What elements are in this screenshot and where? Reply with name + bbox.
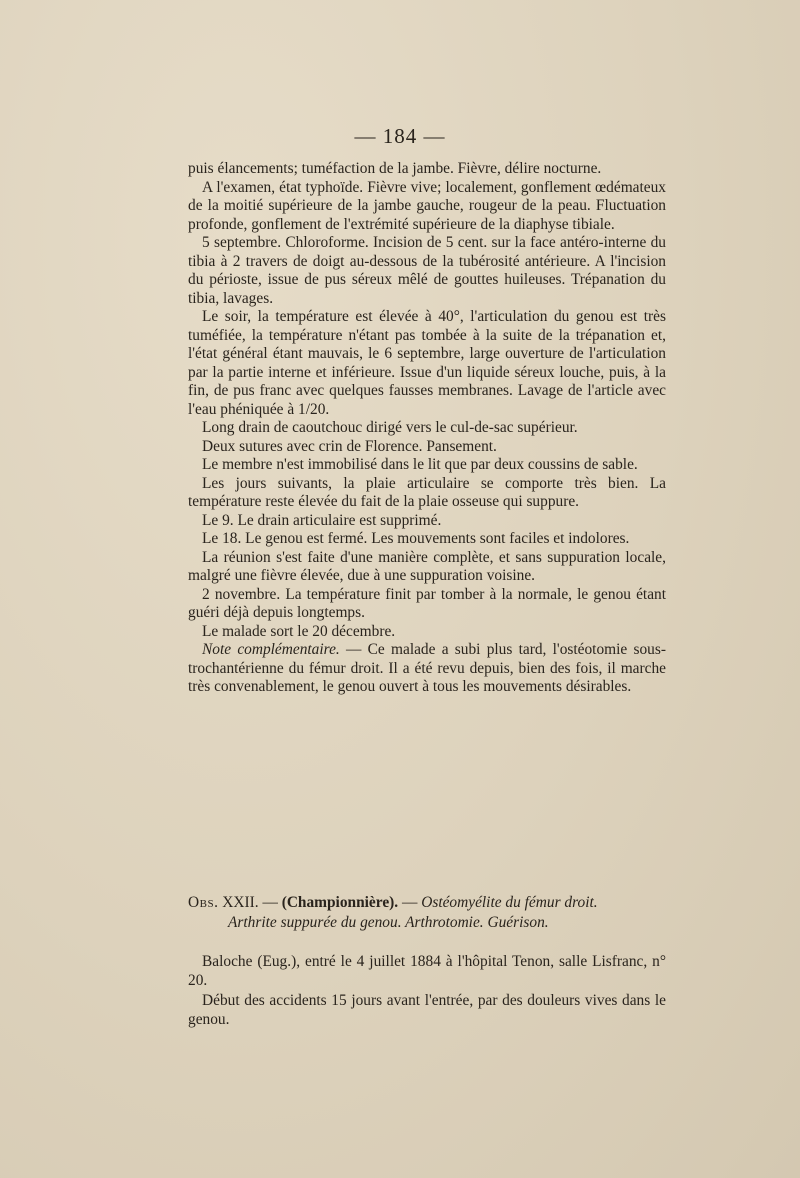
note-paragraph bbox=[188, 641, 666, 697]
obs-title-line1: Ostéomyélite du fémur droit. bbox=[421, 894, 598, 911]
obs-title-line2: Arthrite suppurée du genou. Arthrotomie. Guérison. bbox=[228, 914, 549, 931]
paragraph: Début des accidents 15 jours avant l'entrée, par des douleurs vives dans le genou. bbox=[188, 992, 666, 1028]
paragraph: Deux sutures avec crin de Florence. Pansement. bbox=[202, 437, 497, 455]
observation-heading bbox=[188, 893, 666, 933]
paragraph: Le 18. Le genou est fermé. Les mouvements sont faciles et indolores. bbox=[202, 530, 630, 547]
note-text: — Ce malade a subi plus tard, l'ostéotomie sous-trochantérienne du fémur droit. Il a été revu depuis, bien des fois, il marche très convenablement, le genou ouvert à tous les mouvements désirables. bbox=[188, 641, 666, 695]
observation-body bbox=[188, 953, 666, 1029]
paragraph: Le 9. Le drain articulaire est supprimé. bbox=[202, 511, 442, 529]
paragraph: puis élancements; tuméfaction de la jambe. Fièvre, délire nocturne. bbox=[188, 160, 602, 177]
paragraph: Le soir, la température est élevée à 40°, l'articulation du genou est très tuméfiée, la température n'étant pas tombée à la suite de la trépanation et, l'état général étant mauvais, le 6 septembre, large ouverture de l'articulation par la partie interne et inférieure. Issue d'un liquide séreux louche, puis, à la fin, de pus franc avec quelques fausses membranes. Lavage de l'article avec l'eau phéniquée à 1/20. bbox=[188, 308, 666, 418]
paragraph: Le malade sort le 20 décembre. bbox=[202, 622, 396, 640]
paragraph: Les jours suivants, la plaie articulaire se comporte très bien. La température reste élevée du fait de la plaie osseuse qui suppure. bbox=[188, 474, 666, 510]
paragraph: 5 septembre. Chloroforme. Incision de 5 cent. sur la face antéro-interne du tibia à 2 travers de doigt au-dessous de la tubérosité antérieure. A l'incision du périoste, issue de pus séreux mêlé de gouttes huileuses. Trépanation du tibia, lavages. bbox=[188, 234, 666, 307]
paragraph: Long drain de caoutchouc dirigé vers le cul-de-sac supérieur. bbox=[202, 419, 578, 436]
paragraph: La réunion s'est faite d'une manière complète, et sans suppuration locale, malgré une fièvre élevée, due à une suppuration voisine. bbox=[188, 548, 666, 584]
obs-author: (Championnière). bbox=[281, 894, 399, 911]
paragraph: 2 novembre. La température finit par tomber à la normale, le genou étant guéri déjà depuis longtemps. bbox=[188, 585, 666, 621]
obs-prefix: Obs. bbox=[188, 894, 219, 911]
body-text bbox=[188, 160, 666, 697]
paragraph: Le membre n'est immobilisé dans le lit que par deux coussins de sable. bbox=[202, 456, 638, 473]
paragraph: Baloche (Eug.), entré le 4 juillet 1884 à l'hôpital Tenon, salle Lisfranc, n° 20. bbox=[188, 953, 666, 989]
paragraph: A l'examen, état typhoïde. Fièvre vive; localement, gonflement œdémateux de la moitié supérieure de la jambe gauche, rougeur de la peau. Fluctuation profonde, gonflement de l'extrémité supérieure de la diaphyse tibiale. bbox=[188, 178, 666, 233]
note-label: Note complémentaire. bbox=[202, 641, 340, 658]
page-number: — 184 — bbox=[354, 124, 446, 148]
obs-dash: — bbox=[398, 894, 422, 911]
obs-number: XXII. — bbox=[218, 894, 282, 911]
